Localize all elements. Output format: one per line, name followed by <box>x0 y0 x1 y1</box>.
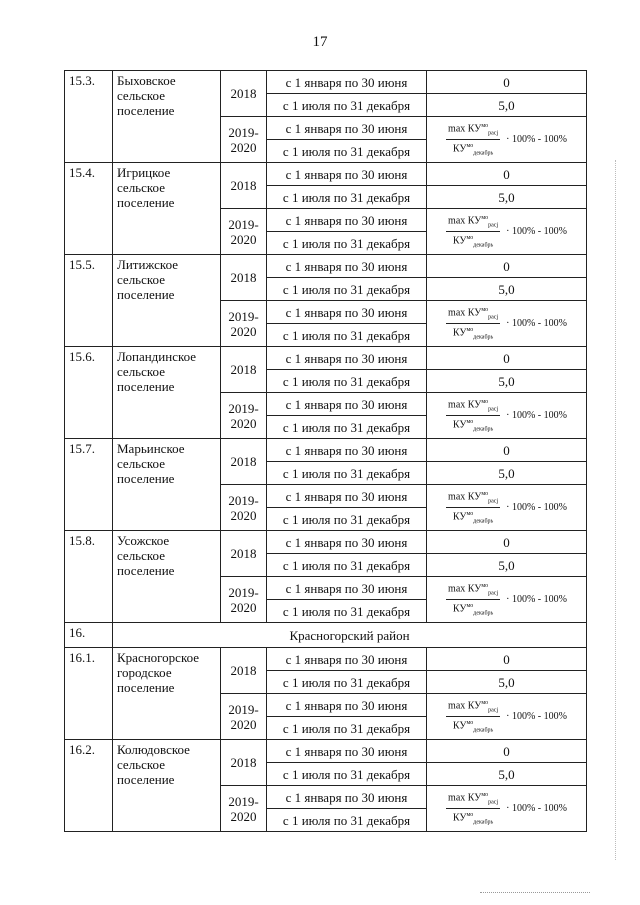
period-cell: с 1 января по 30 июня <box>267 71 427 94</box>
value-cell: 5,0 <box>427 370 587 393</box>
formula-numerator-sup: мо <box>481 582 489 589</box>
year-cell: 2018 <box>221 439 267 485</box>
period-cell: с 1 июля по 31 декабря <box>267 508 427 531</box>
row-number: 16.1. <box>65 648 113 740</box>
formula-denominator-sup: мо <box>466 812 474 818</box>
value-cell: 5,0 <box>427 763 587 786</box>
formula-denominator-text: КУ <box>452 720 467 732</box>
row-number: 16. <box>65 623 113 648</box>
formula-numerator-text: max КУ <box>448 583 482 594</box>
formula-denominator-sub: декабрь <box>473 727 494 734</box>
formula-fraction <box>446 697 500 737</box>
district-name: Красногорский район <box>113 623 587 648</box>
formula-denominator <box>453 140 493 159</box>
settlement-row <box>65 71 587 94</box>
formula-numerator <box>446 304 500 324</box>
period-cell: с 1 января по 30 июня <box>267 485 427 508</box>
formula-numerator-text: max КУ <box>448 123 482 134</box>
year-cell: 2018 <box>221 740 267 786</box>
period-cell: с 1 июля по 31 декабря <box>267 186 427 209</box>
formula-multiplier: · 100% - 100% <box>506 318 567 329</box>
period-cell: с 1 июля по 31 декабря <box>267 140 427 163</box>
period-cell: с 1 января по 30 июня <box>267 577 427 600</box>
formula-numerator-text: max КУ <box>448 792 482 803</box>
formula-denominator <box>453 600 493 619</box>
value-cell: 0 <box>427 648 587 671</box>
formula-numerator-text: max КУ <box>448 700 482 711</box>
tariff-table <box>64 70 587 832</box>
formula-denominator-sup: мо <box>466 511 474 517</box>
formula-denominator-sup: мо <box>466 603 474 609</box>
formula-numerator-sup: мо <box>481 398 489 405</box>
period-cell: с 1 июля по 31 декабря <box>267 94 427 117</box>
formula-denominator <box>453 324 493 343</box>
formula <box>427 118 586 162</box>
formula-numerator <box>446 120 500 140</box>
year-cell: 2019-2020 <box>221 209 267 255</box>
formula-denominator-text: КУ <box>452 511 467 523</box>
row-number: 16.2. <box>65 740 113 832</box>
formula <box>427 486 586 530</box>
formula-numerator <box>446 396 500 416</box>
formula-denominator-sub: декабрь <box>473 242 494 249</box>
formula-denominator-sub: декабрь <box>473 610 494 617</box>
formula-multiplier: · 100% - 100% <box>506 134 567 145</box>
year-cell: 2018 <box>221 255 267 301</box>
settlement-name: Литижское сельское поселение <box>113 255 221 347</box>
formula-multiplier: · 100% - 100% <box>506 502 567 513</box>
year-cell: 2019-2020 <box>221 577 267 623</box>
value-cell: 0 <box>427 163 587 186</box>
formula-numerator-sup: мо <box>481 490 489 497</box>
formula-numerator <box>446 697 500 717</box>
formula-numerator <box>446 212 500 232</box>
row-number: 15.7. <box>65 439 113 531</box>
period-cell: с 1 января по 30 июня <box>267 347 427 370</box>
formula-numerator-sub: расj <box>488 406 499 412</box>
formula-denominator-text: КУ <box>452 812 467 824</box>
formula-numerator-sub: расj <box>488 799 499 805</box>
settlement-row <box>65 439 587 462</box>
year-cell: 2018 <box>221 648 267 694</box>
settlement-row <box>65 255 587 278</box>
formula <box>427 578 586 622</box>
formula-cell <box>427 485 587 531</box>
settlement-row <box>65 531 587 554</box>
formula-numerator-sup: мо <box>481 699 489 706</box>
formula-cell <box>427 117 587 163</box>
formula-denominator-sup: мо <box>466 720 474 726</box>
formula-denominator <box>453 717 493 736</box>
value-cell: 5,0 <box>427 554 587 577</box>
formula-cell <box>427 301 587 347</box>
settlement-row <box>65 740 587 763</box>
formula-denominator-sub: декабрь <box>473 518 494 525</box>
period-cell: с 1 июля по 31 декабря <box>267 370 427 393</box>
row-number: 15.5. <box>65 255 113 347</box>
row-number: 15.6. <box>65 347 113 439</box>
settlement-name: Быховское сельское поселение <box>113 71 221 163</box>
formula-numerator-sup: мо <box>481 122 489 129</box>
period-cell: с 1 января по 30 июня <box>267 209 427 232</box>
district-row <box>65 623 587 648</box>
formula-denominator-text: КУ <box>452 603 467 615</box>
formula-numerator-text: max КУ <box>448 215 482 226</box>
formula-multiplier: · 100% - 100% <box>506 226 567 237</box>
value-cell: 0 <box>427 439 587 462</box>
year-cell: 2018 <box>221 71 267 117</box>
year-cell: 2018 <box>221 163 267 209</box>
settlement-name: Игрицкое сельское поселение <box>113 163 221 255</box>
year-cell: 2019-2020 <box>221 786 267 832</box>
period-cell: с 1 января по 30 июня <box>267 786 427 809</box>
formula-fraction <box>446 304 500 344</box>
year-cell: 2019-2020 <box>221 485 267 531</box>
formula-denominator-sup: мо <box>466 235 474 241</box>
formula-numerator-sub: расj <box>488 707 499 713</box>
value-cell: 0 <box>427 531 587 554</box>
period-cell: с 1 января по 30 июня <box>267 439 427 462</box>
period-cell: с 1 июля по 31 декабря <box>267 763 427 786</box>
value-cell: 5,0 <box>427 94 587 117</box>
formula-denominator-text: КУ <box>452 143 467 155</box>
period-cell: с 1 января по 30 июня <box>267 694 427 717</box>
value-cell: 0 <box>427 347 587 370</box>
period-cell: с 1 января по 30 июня <box>267 163 427 186</box>
value-cell: 0 <box>427 740 587 763</box>
period-cell: с 1 января по 30 июня <box>267 648 427 671</box>
formula-numerator <box>446 789 500 809</box>
formula-denominator-sup: мо <box>466 327 474 333</box>
settlement-row <box>65 648 587 671</box>
formula-numerator-sub: расj <box>488 130 499 136</box>
period-cell: с 1 июля по 31 декабря <box>267 671 427 694</box>
period-cell: с 1 июля по 31 декабря <box>267 232 427 255</box>
period-cell: с 1 июля по 31 декабря <box>267 324 427 347</box>
period-cell: с 1 июля по 31 декабря <box>267 278 427 301</box>
value-cell: 0 <box>427 255 587 278</box>
period-cell: с 1 июля по 31 декабря <box>267 554 427 577</box>
formula <box>427 302 586 346</box>
period-cell: с 1 июля по 31 декабря <box>267 416 427 439</box>
formula-numerator-sub: расj <box>488 222 499 228</box>
settlement-name: Усожское сельское поселение <box>113 531 221 623</box>
formula-denominator-text: КУ <box>452 235 467 247</box>
period-cell: с 1 июля по 31 декабря <box>267 717 427 740</box>
formula-denominator-text: КУ <box>452 419 467 431</box>
formula-multiplier: · 100% - 100% <box>506 711 567 722</box>
formula-cell <box>427 694 587 740</box>
tariff-table-body <box>65 71 587 832</box>
formula-numerator-text: max КУ <box>448 307 482 318</box>
formula-fraction <box>446 120 500 160</box>
value-cell: 5,0 <box>427 186 587 209</box>
formula-fraction <box>446 789 500 829</box>
formula-multiplier: · 100% - 100% <box>506 410 567 421</box>
formula-denominator <box>453 508 493 527</box>
formula-numerator-text: max КУ <box>448 399 482 410</box>
period-cell: с 1 июля по 31 декабря <box>267 462 427 485</box>
page-number: 17 <box>312 34 328 50</box>
formula-multiplier: · 100% - 100% <box>506 594 567 605</box>
formula-numerator-sup: мо <box>481 306 489 313</box>
formula-fraction <box>446 580 500 620</box>
year-cell: 2018 <box>221 531 267 577</box>
period-cell: с 1 января по 30 июня <box>267 393 427 416</box>
settlement-name: Марьинское сельское поселение <box>113 439 221 531</box>
period-cell: с 1 января по 30 июня <box>267 301 427 324</box>
period-cell: с 1 января по 30 июня <box>267 531 427 554</box>
value-cell: 5,0 <box>427 671 587 694</box>
year-cell: 2019-2020 <box>221 301 267 347</box>
scan-footer-mark <box>480 892 590 894</box>
formula <box>427 210 586 254</box>
formula-denominator-sup: мо <box>466 419 474 425</box>
formula-fraction <box>446 488 500 528</box>
value-cell: 5,0 <box>427 278 587 301</box>
formula-denominator-sub: декабрь <box>473 426 494 433</box>
formula-numerator-sup: мо <box>481 214 489 221</box>
formula-numerator-sub: расj <box>488 590 499 596</box>
formula-denominator <box>453 232 493 251</box>
formula-cell <box>427 577 587 623</box>
formula-denominator-sub: декабрь <box>473 819 494 826</box>
formula-numerator-sub: расj <box>488 498 499 504</box>
scan-margin-dots <box>615 160 617 860</box>
year-cell: 2019-2020 <box>221 694 267 740</box>
period-cell: с 1 января по 30 июня <box>267 255 427 278</box>
formula-cell <box>427 209 587 255</box>
settlement-row <box>65 163 587 186</box>
formula-cell <box>427 786 587 832</box>
value-cell: 0 <box>427 71 587 94</box>
formula-fraction <box>446 396 500 436</box>
year-cell: 2019-2020 <box>221 117 267 163</box>
formula <box>427 394 586 438</box>
row-number: 15.4. <box>65 163 113 255</box>
formula-numerator <box>446 488 500 508</box>
formula-numerator <box>446 580 500 600</box>
period-cell: с 1 июля по 31 декабря <box>267 809 427 832</box>
formula-fraction <box>446 212 500 252</box>
formula <box>427 695 586 739</box>
settlement-name: Лопандинское сельское поселение <box>113 347 221 439</box>
year-cell: 2019-2020 <box>221 393 267 439</box>
row-number: 15.3. <box>65 71 113 163</box>
year-cell: 2018 <box>221 347 267 393</box>
settlement-name: Красногорское городское поселение <box>113 648 221 740</box>
formula-numerator-text: max КУ <box>448 491 482 502</box>
settlement-row <box>65 347 587 370</box>
formula-denominator-sup: мо <box>466 143 474 149</box>
formula-denominator <box>453 416 493 435</box>
formula-denominator-sub: декабрь <box>473 150 494 157</box>
formula-numerator-sub: расj <box>488 314 499 320</box>
period-cell: с 1 января по 30 июня <box>267 117 427 140</box>
period-cell: с 1 января по 30 июня <box>267 740 427 763</box>
formula-denominator <box>453 809 493 828</box>
formula-denominator-text: КУ <box>452 327 467 339</box>
period-cell: с 1 июля по 31 декабря <box>267 600 427 623</box>
formula <box>427 787 586 831</box>
formula-denominator-sub: декабрь <box>473 334 494 341</box>
value-cell: 5,0 <box>427 462 587 485</box>
formula-cell <box>427 393 587 439</box>
row-number: 15.8. <box>65 531 113 623</box>
settlement-name: Колюдовское сельское поселение <box>113 740 221 832</box>
formula-multiplier: · 100% - 100% <box>506 803 567 814</box>
formula-numerator-sup: мо <box>481 791 489 798</box>
